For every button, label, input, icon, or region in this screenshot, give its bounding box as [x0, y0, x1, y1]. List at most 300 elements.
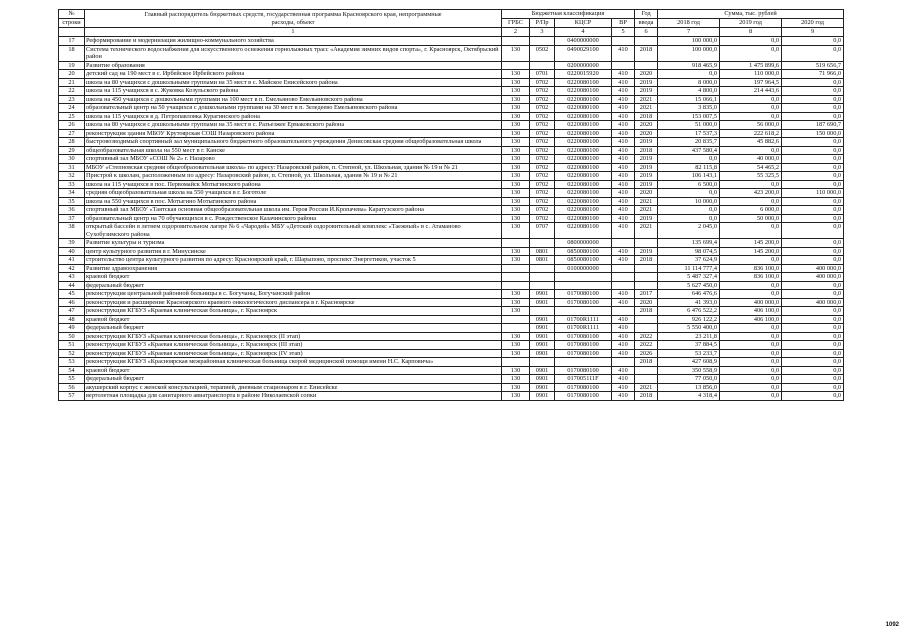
row-sum-2020: 0,0 — [782, 104, 844, 113]
row-year: 2019 — [635, 78, 658, 87]
row-name: краевой бюджет — [85, 366, 502, 375]
row-sum-2020: 150 000,0 — [782, 129, 844, 138]
row-sum-2018: 11 114 777,4 — [658, 264, 720, 273]
table-row — [59, 112, 844, 121]
row-number: 22 — [59, 87, 85, 96]
row-sum-2019: 0,0 — [720, 45, 782, 61]
row-vr — [612, 264, 635, 273]
row-sum-2020: 0,0 — [782, 358, 844, 367]
row-name: школа на 115 учащихся в с. Жуковка Козульского района — [85, 87, 502, 96]
row-number: 44 — [59, 281, 85, 290]
row-name: Реформирование и модернизация жилищно-коммунального хозяйства — [85, 37, 502, 46]
row-vr: 410 — [612, 70, 635, 79]
row-rpr: 0702 — [530, 121, 555, 130]
header-2018: 2018 год — [658, 19, 720, 28]
row-kcsr: 0800000000 — [555, 239, 612, 248]
row-sum-2019: 400 000,0 — [720, 298, 782, 307]
row-grbs — [502, 315, 530, 324]
row-sum-2018: 17 537,3 — [658, 129, 720, 138]
row-number: 42 — [59, 264, 85, 273]
row-vr: 410 — [612, 383, 635, 392]
row-grbs — [502, 239, 530, 248]
row-rpr: 0702 — [530, 172, 555, 181]
row-grbs: 130 — [502, 197, 530, 206]
row-name: школа на 80 учащихся с дошкольными группами на 35 мест в с. Майское Енисейского района — [85, 78, 502, 87]
row-number: 26 — [59, 121, 85, 130]
row-sum-2018: 41 393,0 — [658, 298, 720, 307]
row-year: 2018 — [635, 146, 658, 155]
row-vr: 410 — [612, 290, 635, 299]
row-name: общеобразовательная школа на 550 мест в г. Канске — [85, 146, 502, 155]
row-sum-2020: 0,0 — [782, 223, 844, 239]
row-vr: 410 — [612, 78, 635, 87]
row-kcsr: 0220080100 — [555, 87, 612, 96]
row-sum-2019: 0,0 — [720, 375, 782, 384]
row-sum-2020: 0,0 — [782, 307, 844, 316]
row-grbs: 130 — [502, 95, 530, 104]
row-year: 2019 — [635, 163, 658, 172]
row-sum-2018: 20 835,7 — [658, 138, 720, 147]
row-kcsr: 0220080100 — [555, 197, 612, 206]
row-sum-2018: 37 624,9 — [658, 256, 720, 265]
row-sum-2020: 0,0 — [782, 78, 844, 87]
table-row — [59, 247, 844, 256]
row-grbs: 130 — [502, 256, 530, 265]
row-sum-2019: 0,0 — [720, 392, 782, 401]
row-rpr: 0901 — [530, 383, 555, 392]
header-year-sub: ввода — [635, 19, 658, 28]
row-name: федеральный бюджет — [85, 375, 502, 384]
col-number: 1 — [85, 28, 502, 37]
row-name: быстровозводимый спортивный зал муниципального бюджетного образовательного учреждения Денисовская средняя общеобразовательная школа — [85, 138, 502, 147]
col-number: 2 — [502, 28, 530, 37]
row-sum-2020: 400 000,0 — [782, 264, 844, 273]
table-row — [59, 45, 844, 61]
row-rpr: 0901 — [530, 290, 555, 299]
row-name: реконструкция КГБУЗ «Краевая клиническая больница», г. Красноярск (II этап) — [85, 332, 502, 341]
row-name: Система технического водоснабжения для искусственного оснежения горнолыжных трасс «Академия зимних видов спорта», г. Красноярск, Октябрьский район — [85, 45, 502, 61]
row-year: 2021 — [635, 206, 658, 215]
row-year: 2018 — [635, 112, 658, 121]
row-name: реконструкция и расширение Красноярского краевого онкологического диспансера в г. Красноярске — [85, 298, 502, 307]
col-number: 8 — [720, 28, 782, 37]
row-grbs: 130 — [502, 366, 530, 375]
row-sum-2018: 37 884,5 — [658, 341, 720, 350]
row-vr: 410 — [612, 247, 635, 256]
row-grbs: 130 — [502, 223, 530, 239]
row-vr: 410 — [612, 129, 635, 138]
row-name: реконструкция здания МБОУ Крутоярская СОШ Назаровского района — [85, 129, 502, 138]
header-num: № — [59, 10, 85, 19]
row-vr: 410 — [612, 332, 635, 341]
row-year — [635, 61, 658, 70]
row-sum-2019: 0,0 — [720, 281, 782, 290]
row-kcsr: 01700R1111 — [555, 315, 612, 324]
row-grbs: 130 — [502, 78, 530, 87]
row-vr — [612, 273, 635, 282]
row-number: 51 — [59, 341, 85, 350]
row-number: 27 — [59, 129, 85, 138]
row-kcsr: 0170080100 — [555, 349, 612, 358]
row-grbs — [502, 37, 530, 46]
table-row — [59, 146, 844, 155]
row-name: центр культурного развития в г. Минусинске — [85, 247, 502, 256]
row-grbs: 130 — [502, 129, 530, 138]
row-sum-2018: 0,0 — [658, 155, 720, 164]
row-kcsr: 0220080100 — [555, 172, 612, 181]
row-number: 18 — [59, 45, 85, 61]
col-number: 9 — [782, 28, 844, 37]
row-grbs: 130 — [502, 121, 530, 130]
row-name: школа на 115 учащихся в пос. Первомайск Мотыгинского района — [85, 180, 502, 189]
table-row — [59, 172, 844, 181]
row-year — [635, 366, 658, 375]
row-kcsr: 0200000000 — [555, 61, 612, 70]
row-year: 2019 — [635, 180, 658, 189]
row-year: 2021 — [635, 104, 658, 113]
row-sum-2020: 0,0 — [782, 315, 844, 324]
row-sum-2019: 423 200,0 — [720, 189, 782, 198]
row-sum-2019: 0,0 — [720, 146, 782, 155]
row-year: 2018 — [635, 392, 658, 401]
row-sum-2020: 110 000,0 — [782, 189, 844, 198]
row-sum-2018: 100 000,0 — [658, 37, 720, 46]
row-number: 56 — [59, 383, 85, 392]
row-rpr: 0801 — [530, 256, 555, 265]
row-year: 2019 — [635, 172, 658, 181]
row-year: 2022 — [635, 341, 658, 350]
row-kcsr: 0220080100 — [555, 138, 612, 147]
row-sum-2019: 145 200,0 — [720, 239, 782, 248]
row-sum-2019: 40 000,0 — [720, 155, 782, 164]
col-number: 7 — [658, 28, 720, 37]
row-vr: 410 — [612, 214, 635, 223]
row-grbs — [502, 324, 530, 333]
row-rpr: 0702 — [530, 163, 555, 172]
row-year: 2019 — [635, 138, 658, 147]
row-name: средняя общеобразовательная школа на 550 учащихся в г. Боготоле — [85, 189, 502, 198]
row-rpr: 0702 — [530, 78, 555, 87]
row-kcsr — [555, 281, 612, 290]
row-sum-2019: 0,0 — [720, 324, 782, 333]
table-row — [59, 104, 844, 113]
row-number: 20 — [59, 70, 85, 79]
row-rpr — [530, 281, 555, 290]
row-grbs: 130 — [502, 383, 530, 392]
row-vr: 410 — [612, 392, 635, 401]
row-sum-2018: 0,0 — [658, 206, 720, 215]
row-sum-2020: 0,0 — [782, 95, 844, 104]
row-vr: 410 — [612, 104, 635, 113]
row-rpr: 0702 — [530, 138, 555, 147]
row-sum-2020: 0,0 — [782, 256, 844, 265]
row-kcsr: 0400000000 — [555, 37, 612, 46]
row-sum-2018: 3 835,0 — [658, 104, 720, 113]
header-year: Год — [635, 10, 658, 19]
row-number: 28 — [59, 138, 85, 147]
row-year — [635, 375, 658, 384]
row-rpr: 0701 — [530, 70, 555, 79]
row-number: 35 — [59, 197, 85, 206]
row-sum-2018: 427 608,9 — [658, 358, 720, 367]
row-name: реконструкция КГБУЗ «Красноярская межрайонная клиническая больница скорой медицинской помощи имени Н.С. Карповича» — [85, 358, 502, 367]
row-sum-2018: 6 500,0 — [658, 180, 720, 189]
row-sum-2020: 0,0 — [782, 214, 844, 223]
row-rpr: 0901 — [530, 324, 555, 333]
row-number: 52 — [59, 349, 85, 358]
row-rpr: 0702 — [530, 112, 555, 121]
row-year — [635, 324, 658, 333]
row-sum-2018: 106 143,1 — [658, 172, 720, 181]
row-number: 31 — [59, 163, 85, 172]
row-name: Развитие здравоохранения — [85, 264, 502, 273]
row-sum-2019: 50 000,0 — [720, 214, 782, 223]
row-kcsr — [555, 307, 612, 316]
header-row-label: строки — [59, 19, 85, 28]
row-vr: 410 — [612, 206, 635, 215]
row-kcsr: 0170080100 — [555, 290, 612, 299]
row-sum-2018: 98 074,5 — [658, 247, 720, 256]
table-row — [59, 87, 844, 96]
row-kcsr: 0100000000 — [555, 264, 612, 273]
row-sum-2020: 0,0 — [782, 45, 844, 61]
row-sum-2020: 0,0 — [782, 247, 844, 256]
row-sum-2019: 110 000,0 — [720, 70, 782, 79]
row-sum-2019: 0,0 — [720, 104, 782, 113]
row-sum-2018: 100 000,0 — [658, 45, 720, 61]
row-number: 34 — [59, 189, 85, 198]
row-number: 40 — [59, 247, 85, 256]
row-kcsr: 0170080100 — [555, 366, 612, 375]
header-title-line2: расходы, объект — [271, 18, 315, 26]
row-vr: 410 — [612, 163, 635, 172]
row-rpr — [530, 61, 555, 70]
row-sum-2019: 406 100,0 — [720, 307, 782, 316]
row-sum-2019: 1 475 899,6 — [720, 61, 782, 70]
row-sum-2018: 5 550 400,0 — [658, 324, 720, 333]
row-grbs: 130 — [502, 375, 530, 384]
table-body — [59, 37, 844, 401]
row-kcsr: 0220080100 — [555, 112, 612, 121]
row-sum-2019: 0,0 — [720, 349, 782, 358]
row-sum-2019: 406 100,0 — [720, 315, 782, 324]
row-kcsr: 0220080100 — [555, 155, 612, 164]
row-rpr: 0901 — [530, 375, 555, 384]
row-sum-2020: 0,0 — [782, 239, 844, 248]
row-sum-2020: 0,0 — [782, 366, 844, 375]
row-grbs: 130 — [502, 45, 530, 61]
row-name: спортивный зал МБОУ «Таятская основная общеобразовательная школа им. Героя России И.Кропачева» Каратузского района — [85, 206, 502, 215]
row-number: 46 — [59, 298, 85, 307]
row-vr — [612, 239, 635, 248]
row-sum-2018: 2 045,0 — [658, 223, 720, 239]
row-sum-2018: 23 211,8 — [658, 332, 720, 341]
row-sum-2020: 0,0 — [782, 375, 844, 384]
table-row — [59, 214, 844, 223]
row-number: 43 — [59, 273, 85, 282]
row-year: 2021 — [635, 223, 658, 239]
row-vr: 410 — [612, 223, 635, 239]
row-sum-2018: 77 050,0 — [658, 375, 720, 384]
table-row — [59, 358, 844, 367]
row-kcsr: 0220080100 — [555, 189, 612, 198]
row-sum-2018: 10 000,0 — [658, 197, 720, 206]
row-sum-2019: 836 100,0 — [720, 273, 782, 282]
row-rpr — [530, 239, 555, 248]
row-grbs — [502, 61, 530, 70]
header-vr: ВР — [612, 19, 635, 28]
row-kcsr — [555, 273, 612, 282]
table-header — [59, 10, 844, 37]
table-row — [59, 239, 844, 248]
row-vr: 410 — [612, 349, 635, 358]
row-grbs — [502, 358, 530, 367]
header-2020: 2020 год — [782, 19, 844, 28]
row-year — [635, 281, 658, 290]
row-sum-2019: 0,0 — [720, 197, 782, 206]
row-sum-2020: 0,0 — [782, 332, 844, 341]
table-row — [59, 349, 844, 358]
row-rpr — [530, 358, 555, 367]
table-row — [59, 163, 844, 172]
row-year: 2019 — [635, 247, 658, 256]
row-vr: 410 — [612, 146, 635, 155]
row-sum-2018: 51 000,0 — [658, 121, 720, 130]
row-vr: 410 — [612, 324, 635, 333]
table-row — [59, 307, 844, 316]
header-kcsr: КЦСР — [555, 19, 612, 28]
row-sum-2019: 214 443,6 — [720, 87, 782, 96]
row-number: 17 — [59, 37, 85, 46]
row-name: реконструкция КГБУЗ «Краевая клиническая больница», г. Красноярск — [85, 307, 502, 316]
row-year: 2020 — [635, 189, 658, 198]
table-row — [59, 366, 844, 375]
row-rpr: 0707 — [530, 223, 555, 239]
row-kcsr: 0220080100 — [555, 146, 612, 155]
row-sum-2018: 0,0 — [658, 189, 720, 198]
row-number: 33 — [59, 180, 85, 189]
row-sum-2018: 15 066,1 — [658, 95, 720, 104]
row-rpr: 0801 — [530, 247, 555, 256]
row-rpr — [530, 264, 555, 273]
row-rpr: 0702 — [530, 95, 555, 104]
row-kcsr: 0220080100 — [555, 104, 612, 113]
row-sum-2019: 0,0 — [720, 332, 782, 341]
row-kcsr: 0220080100 — [555, 121, 612, 130]
row-year — [635, 273, 658, 282]
table-row — [59, 37, 844, 46]
row-name: детский сад на 190 мест в с. Ирбейское Ирбейского района — [85, 70, 502, 79]
table-row — [59, 197, 844, 206]
row-kcsr: 0170080100 — [555, 332, 612, 341]
row-name: краевой бюджет — [85, 273, 502, 282]
row-number: 47 — [59, 307, 85, 316]
row-vr: 410 — [612, 256, 635, 265]
table-row — [59, 121, 844, 130]
row-vr — [612, 307, 635, 316]
row-kcsr: 01700R1111 — [555, 324, 612, 333]
row-sum-2018: 5 487 327,4 — [658, 273, 720, 282]
row-name: реконструкция КГБУЗ «Краевая клиническая больница», г. Красноярск (IV этап) — [85, 349, 502, 358]
row-year: 2022 — [635, 332, 658, 341]
row-sum-2018: 646 476,6 — [658, 290, 720, 299]
row-kcsr: 017005111F — [555, 375, 612, 384]
row-sum-2019: 222 618,2 — [720, 129, 782, 138]
row-vr: 410 — [612, 155, 635, 164]
row-number: 57 — [59, 392, 85, 401]
row-name: МБОУ «Степновская средняя общеобразовательная школа» по адресу: Назаровский район, п. Степной, ул. Школьная, здания № 19 и № 21 — [85, 163, 502, 172]
row-number: 37 — [59, 214, 85, 223]
row-year — [635, 37, 658, 46]
row-number: 24 — [59, 104, 85, 113]
row-vr: 410 — [612, 95, 635, 104]
row-rpr: 0702 — [530, 104, 555, 113]
row-vr: 410 — [612, 341, 635, 350]
row-rpr: 0702 — [530, 146, 555, 155]
row-grbs: 130 — [502, 189, 530, 198]
table-row — [59, 70, 844, 79]
row-year: 2020 — [635, 70, 658, 79]
row-vr: 410 — [612, 375, 635, 384]
row-name: краевой бюджет — [85, 315, 502, 324]
row-sum-2020: 0,0 — [782, 155, 844, 164]
row-number: 19 — [59, 61, 85, 70]
header-grbs: ГРБС — [502, 19, 530, 28]
row-sum-2019: 0,0 — [720, 37, 782, 46]
row-sum-2018: 5 627 450,0 — [658, 281, 720, 290]
row-vr — [612, 61, 635, 70]
row-kcsr — [555, 358, 612, 367]
row-number: 23 — [59, 95, 85, 104]
row-kcsr: 0220080100 — [555, 163, 612, 172]
row-number: 41 — [59, 256, 85, 265]
row-sum-2018: 4 318,4 — [658, 392, 720, 401]
row-year: 2018 — [635, 256, 658, 265]
row-vr: 410 — [612, 172, 635, 181]
row-sum-2018: 926 122,2 — [658, 315, 720, 324]
table-row — [59, 180, 844, 189]
row-kcsr: 0850080100 — [555, 256, 612, 265]
row-year: 2021 — [635, 383, 658, 392]
row-year: 2018 — [635, 307, 658, 316]
row-sum-2020: 0,0 — [782, 383, 844, 392]
table-row — [59, 290, 844, 299]
row-sum-2020: 0,0 — [782, 197, 844, 206]
row-grbs: 130 — [502, 104, 530, 113]
row-grbs: 130 — [502, 392, 530, 401]
row-vr — [612, 358, 635, 367]
row-sum-2019: 45 882,6 — [720, 138, 782, 147]
col-number: 4 — [555, 28, 612, 37]
row-year — [635, 239, 658, 248]
row-number: 38 — [59, 223, 85, 239]
row-sum-2020: 0,0 — [782, 172, 844, 181]
row-rpr: 0901 — [530, 298, 555, 307]
row-sum-2019: 0,0 — [720, 290, 782, 299]
row-sum-2019: 0,0 — [720, 358, 782, 367]
table-row — [59, 256, 844, 265]
table-row — [59, 324, 844, 333]
row-vr: 410 — [612, 87, 635, 96]
row-sum-2018: 437 580,4 — [658, 146, 720, 155]
row-sum-2019: 0,0 — [720, 112, 782, 121]
row-year: 2017 — [635, 290, 658, 299]
row-grbs: 130 — [502, 298, 530, 307]
page-number: 1092 — [885, 622, 899, 628]
row-number: 45 — [59, 290, 85, 299]
row-rpr: 0901 — [530, 349, 555, 358]
row-rpr: 0702 — [530, 214, 555, 223]
